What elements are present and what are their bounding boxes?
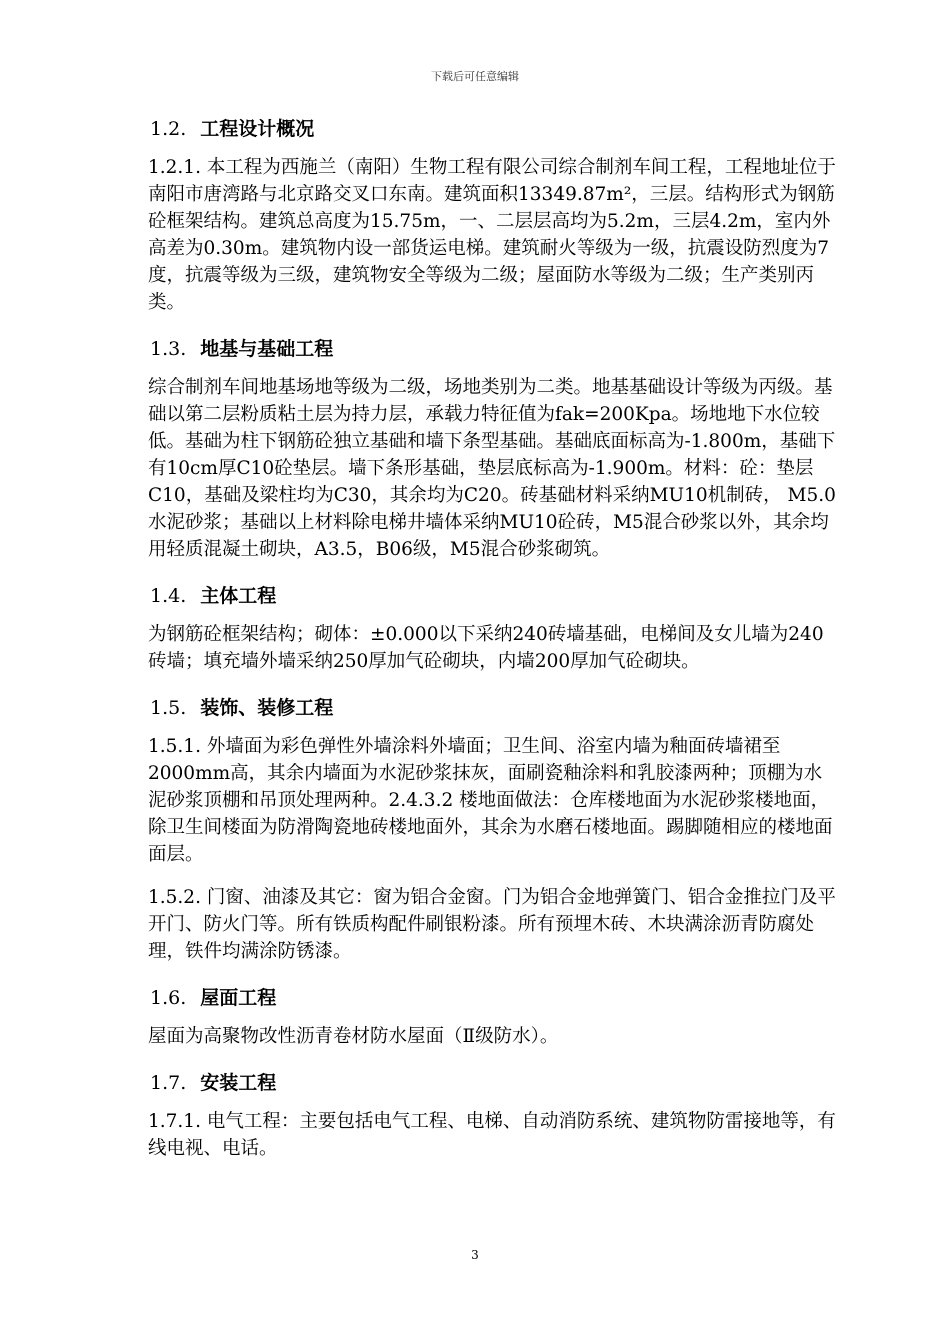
- section-heading: [148, 579, 838, 613]
- section-heading: [148, 981, 838, 1015]
- section-title: 安装工程: [200, 1072, 277, 1094]
- section-number: 1.2.: [150, 118, 187, 140]
- section-number: 1.7.: [150, 1072, 187, 1094]
- paragraph: 屋面为高聚物改性沥青卷材防水屋面（Ⅱ级防水）。: [148, 1026, 559, 1047]
- section-title: 地基与基础工程: [200, 338, 334, 360]
- section-heading: [148, 112, 838, 146]
- section-title: 装饰、装修工程: [200, 697, 334, 719]
- section-number: 1.3.: [150, 338, 187, 360]
- paragraph: 1.7.1. 电气工程：主要包括电气工程、电梯、自动消防系统、建筑物防雷接地等，有线电视、电话。: [148, 1111, 836, 1159]
- document-body: [148, 112, 838, 1178]
- page-header: 下载后可任意编辑: [431, 70, 519, 83]
- paragraph: 1.5.2. 门窗、油漆及其它：窗为铝合金窗。门为铝合金地弹簧门、铝合金推拉门及平开门、防火门等。所有铁质构配件刷银粉漆。所有预埋木砖、木块满涂沥青防腐处理，铁件均满涂防锈漆。: [148, 887, 836, 962]
- section-number: 1.5.: [150, 697, 187, 719]
- paragraph: 1.5.1. 外墙面为彩色弹性外墙涂料外墙面；卫生间、浴室内墙为釉面砖墙裙至2000mm高，其余内墙面为水泥砂浆抹灰，面刷瓷釉涂料和乳胶漆两种；顶棚为水泥砂浆顶棚和吊顶处理两种。2.4.3.2 楼地面做法：仓库楼地面为水泥砂浆楼地面，除卫生间楼面为防滑陶瓷地砖楼地面外，其余为水磨石楼地面。踢脚随相应的楼地面面层。: [148, 736, 833, 865]
- section-title: 屋面工程: [200, 987, 277, 1009]
- section-heading: [148, 1066, 838, 1100]
- section-title: 工程设计概况: [200, 118, 315, 140]
- paragraph: 综合制剂车间地基场地等级为二级，场地类别为二类。地基基础设计等级为丙级。基础以第二层粉质粘土层为持力层，承载力特征值为fak=200Kpa。场地地下水位较低。基础为柱下钢筋砼独立基础和墙下条型基础。基础底面标高为-1.800m，基础下有10cm厚C10砼垫层。墙下条形基础，垫层底标高为-1.900m。材料：砼：垫层C10，基础及梁柱均为C30，其余均为C20。砖基础材料采纳MU10机制砖， M5.0水泥砂浆；基础以上材料除电梯井墙体采纳MU10砼砖，M5混合砂浆以外，其余均用轻质混凝土砌块，A3.5，B06级，M5混合砂浆砌筑。: [148, 377, 836, 560]
- section-title: 主体工程: [200, 585, 277, 607]
- paragraph: 1.2.1. 本工程为西施兰（南阳）生物工程有限公司综合制剂车间工程，工程地址位于南阳市唐湾路与北京路交叉口东南。建筑面积13349.87m²，三层。结构形式为钢筋砼框架结构。建筑总高度为15.75m，一、二层层高均为5.2m，三层4.2m，室内外高差为0.30m。建筑物内设一部货运电梯。建筑耐火等级为一级，抗震设防烈度为7度，抗震等级为三级，建筑物安全等级为二级；屋面防水等级为二级；生产类别丙类。: [148, 157, 836, 313]
- section-heading: [148, 332, 838, 366]
- section-number: 1.6.: [150, 987, 187, 1009]
- section-number: 1.4.: [150, 585, 187, 607]
- section-heading: [148, 691, 838, 725]
- page-number: 3: [471, 1248, 479, 1262]
- paragraph: 为钢筋砼框架结构；砌体：±0.000以下采纳240砖墙基础，电梯间及女儿墙为240砖墙；填充墙外墙采纳250厚加气砼砌块，内墙200厚加气砼砌块。: [148, 624, 824, 672]
